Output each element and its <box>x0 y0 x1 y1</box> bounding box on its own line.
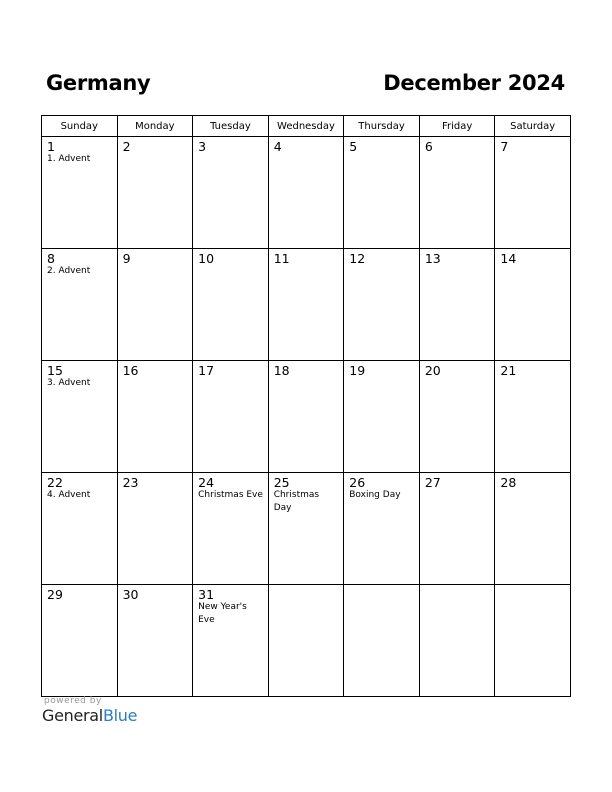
holiday-label: New Year's Eve <box>198 602 247 625</box>
calendar-country-title: Germany <box>46 71 151 95</box>
day-number: 23 <box>122 475 139 490</box>
day-cell <box>495 585 571 697</box>
powered-by-text: powered by <box>44 696 102 706</box>
day-number: 13 <box>424 251 441 266</box>
day-cell <box>117 585 193 697</box>
day-cell <box>419 473 495 585</box>
day-cell <box>193 473 269 585</box>
day-number: 21 <box>500 363 517 378</box>
weekday-header-row <box>42 116 571 137</box>
weekday-monday: Monday <box>117 116 193 137</box>
logo-text-blue: Blue <box>102 706 138 725</box>
day-cell <box>193 585 269 697</box>
day-cell <box>495 249 571 361</box>
day-cell <box>268 137 344 249</box>
day-number: 12 <box>349 251 366 266</box>
day-number: 10 <box>198 251 215 266</box>
day-cell <box>268 249 344 361</box>
day-number: 27 <box>424 475 441 490</box>
day-cell <box>42 585 118 697</box>
day-cell <box>42 249 118 361</box>
day-number: 17 <box>198 363 215 378</box>
weekday-tuesday: Tuesday <box>193 116 269 137</box>
holiday-label: 1. Advent <box>47 154 91 164</box>
day-number: 26 <box>349 475 366 490</box>
day-cell <box>419 137 495 249</box>
holiday-label: Boxing Day <box>349 490 401 500</box>
day-cell <box>268 473 344 585</box>
day-number: 19 <box>349 363 366 378</box>
day-cell <box>419 361 495 473</box>
day-number: 5 <box>349 139 358 154</box>
day-number: 14 <box>500 251 517 266</box>
day-number: 9 <box>122 251 131 266</box>
day-number: 15 <box>47 363 63 378</box>
day-number: 25 <box>273 475 290 490</box>
day-cell <box>268 361 344 473</box>
day-cell <box>344 361 420 473</box>
day-number: 8 <box>47 251 55 266</box>
week-row <box>42 585 571 697</box>
holiday-label: Christmas Eve <box>198 490 263 500</box>
day-cell <box>495 361 571 473</box>
holiday-label: Christmas Day <box>273 490 320 513</box>
day-number: 11 <box>273 251 290 266</box>
day-number: 7 <box>500 139 509 154</box>
day-number: 2 <box>122 139 131 154</box>
weekday-wednesday: Wednesday <box>268 116 344 137</box>
day-number: 6 <box>424 139 433 154</box>
day-number: 18 <box>273 363 290 378</box>
calendar-grid <box>41 115 571 697</box>
day-cell <box>117 361 193 473</box>
logo-text-general: General <box>42 706 103 725</box>
day-cell <box>344 249 420 361</box>
day-number: 24 <box>198 475 215 490</box>
week-row <box>42 137 571 249</box>
day-number: 4 <box>273 139 282 154</box>
weekday-thursday: Thursday <box>344 116 420 137</box>
week-row <box>42 361 571 473</box>
day-cell <box>268 585 344 697</box>
day-cell <box>344 473 420 585</box>
generalblue-logo[interactable] <box>42 706 137 725</box>
week-row <box>42 473 571 585</box>
week-row <box>42 249 571 361</box>
day-cell <box>42 137 118 249</box>
day-cell <box>117 249 193 361</box>
day-cell <box>495 137 571 249</box>
day-number: 3 <box>198 139 207 154</box>
holiday-label: 4. Advent <box>47 490 91 500</box>
day-cell <box>344 137 420 249</box>
day-cell <box>344 585 420 697</box>
weekday-friday: Friday <box>419 116 495 137</box>
day-number: 28 <box>500 475 517 490</box>
day-number: 29 <box>47 587 63 602</box>
day-cell <box>117 137 193 249</box>
day-cell <box>419 249 495 361</box>
day-number: 20 <box>424 363 441 378</box>
calendar-month-title: December 2024 <box>383 71 565 95</box>
day-cell <box>117 473 193 585</box>
weekday-saturday: Saturday <box>495 116 571 137</box>
day-number: 16 <box>122 363 139 378</box>
weekday-sunday: Sunday <box>42 116 118 137</box>
day-number: 1 <box>47 139 55 154</box>
day-number: 22 <box>47 475 63 490</box>
day-cell <box>42 361 118 473</box>
footer-branding <box>42 696 137 725</box>
day-cell <box>419 585 495 697</box>
day-cell <box>495 473 571 585</box>
day-cell <box>42 473 118 585</box>
day-number: 30 <box>122 587 139 602</box>
day-cell <box>193 137 269 249</box>
holiday-label: 3. Advent <box>47 378 91 388</box>
holiday-label: 2. Advent <box>47 266 91 276</box>
day-number: 31 <box>198 587 215 602</box>
day-cell <box>193 249 269 361</box>
day-cell <box>193 361 269 473</box>
